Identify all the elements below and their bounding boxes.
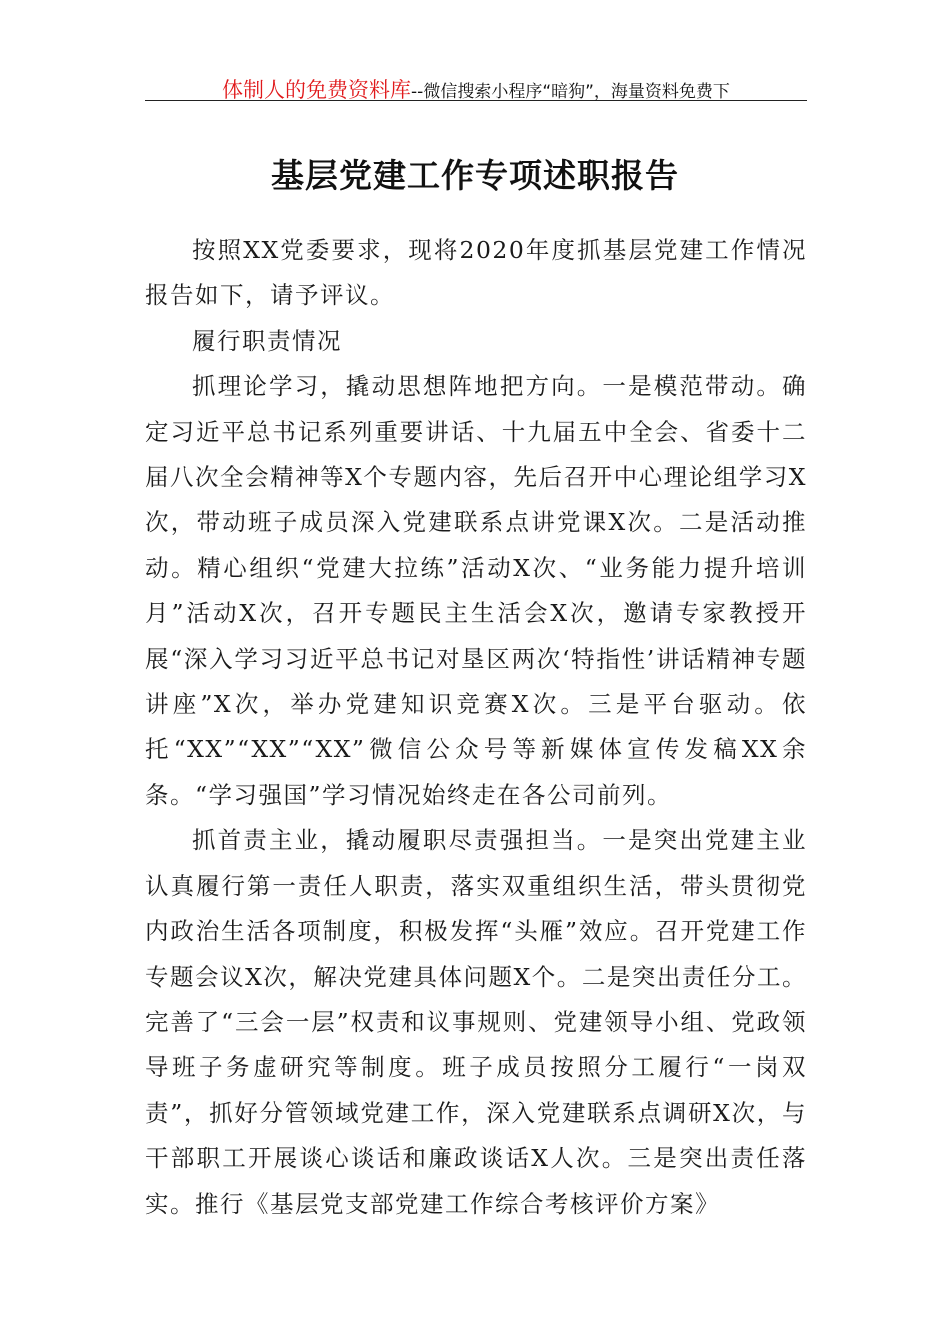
paragraph-intro: 按照XX党委要求，现将2020年度抓基层党建工作情况报告如下，请予评议。: [145, 236, 807, 310]
paragraph-theory-study: 抓理论学习，撬动思想阵地把方向。一是模范带动。确定习近平总书记系列重要讲话、十九届五中全会、省委十二届八次全会精神等X个专题内容，先后召开中心理论组学习X次，带动班子成员深入党建联系点讲党课X次。二是活动推动。精心组织“党建大拉练”活动X次、“业务能力提升培训月”活动X次，召开专题民主生活会X次，邀请专家教授开展“深入学习习近平总书记对垦区两次‘特指性’讲话精神专题讲座”X次，举办党建知识竞赛X次。三是平台驱动。依托“XX”“XX”“XX”微信公众号等新媒体宣传发稿XX余条。“学习强国”学习情况始终走在各公司前列。: [145, 372, 807, 809]
section-heading: 履行职责情况: [192, 326, 342, 355]
document-title: 基层党建工作专项述职报告: [271, 156, 679, 195]
paragraph-primary-duty: 抓首责主业，撬动履职尽责强担当。一是突出党建主业认真履行第一责任人职责，落实双重组织生活，带头贯彻党内政治生活各项制度，积极发挥“头雁”效应。召开党建工作专题会议X次，解决党建具体问题X个。二是突出责任分工。完善了“三会一层”权责和议事规则、党建领导小组、党政领导班子务虚研究等制度。班子成员按照分工履行“一岗双责”，抓好分管领域党建工作，深入党建联系点调研X次，与干部职工开展谈心谈话和廉政谈话X人次。三是突出责任落实。推行《基层党支部党建工作综合考核评价方案》: [145, 826, 807, 1218]
document-body: [145, 228, 807, 1227]
header-brand: 体制人的免费资料库: [222, 78, 412, 102]
page-header: [145, 74, 807, 101]
header-tagline: --微信搜索小程序“暗狗”，海量资料免费下: [411, 82, 730, 102]
